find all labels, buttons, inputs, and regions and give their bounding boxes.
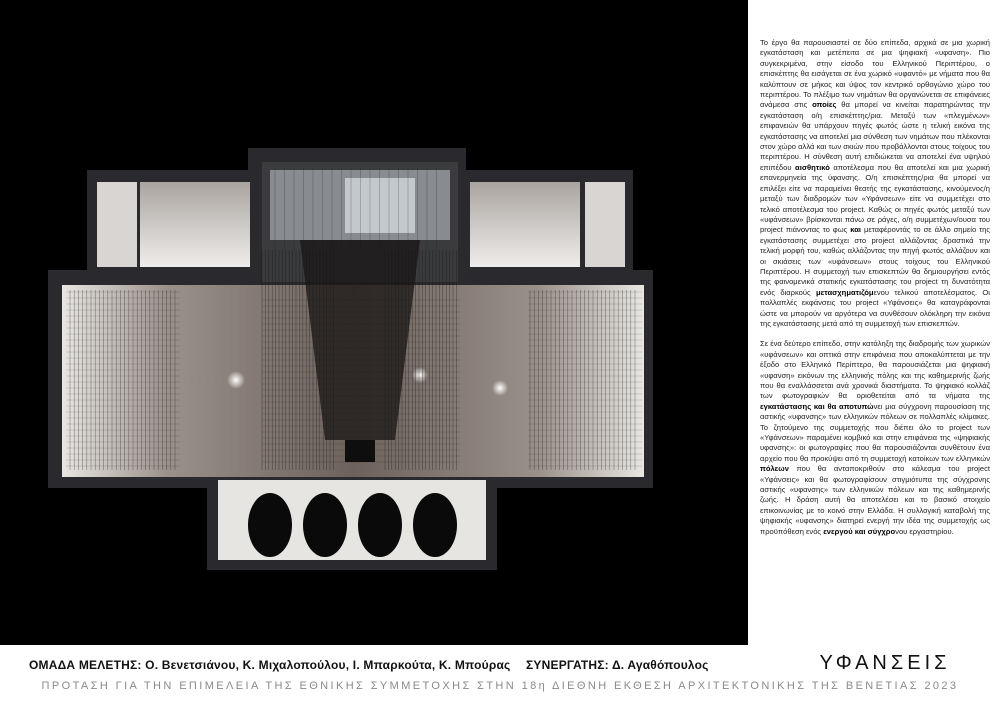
left-small-room [140,182,250,267]
design-team: ΟΜΑΔΑ ΜΕΛΕΤΗΣ: Ο. Βενετσιάνου, Κ. Μιχαλοπούλου, Ι. Μπαρκούτα, Κ. Μπούρας [29,658,511,672]
body-text: θα μπορεί να κινείται παρατηρώντας την εγκατάσταση ο/η επισκέπτης/ρια. Μεταξύ των «πλεγμένων» επιφανειών θα υπάρχουν πηγές φωτός ώστε η τελική εικόνα της εγκατάστασης να αποτελεί μια σύνθεση των νημάτων που πλέκονται στον χώρο αλλά και των σκιών που προβάλλονται στους τοίχους του περιπτέρου. Η σύνθεση αυτή επιδιώκεται να αποτελεί ένα υψηλού επιπέδου [760,100,990,172]
body-text: αποτέλεσμα που θα αποτελεί και μια χωρική επανερμηνεία της ύφανσης. Ο/η επισκέπτης/ρια θα μπορεί να επιλέξει είτε να παραμείνει θεατής της εγκατάστασης, κινούμενος/η μεταξύ των διαδρομών των «Υφάνσεων» είτε να συμμετέχει στο τελικό αποτέλεσμα του project. Καθώς οι πηγές φωτός μεταξύ των «υφάνσεων» βρίσκονται πάνω σε ράγες, ο/η συμμετέχων/ουσα του project πιάνοντας το φως [760,162,990,235]
arch-1 [248,493,292,557]
emphasis-text: αισθητικό [795,162,830,172]
arch-2 [303,493,347,557]
body-text: νου εργαστηρίου. [895,526,954,536]
body-text: Το έργο θα παρουσιαστεί σε δύο επίπεδα, αρχικά σε μια χωρική εγκατάσταση και μετέπειτα σε μια ψηφιακή «υφανση». Πιο συγκεκριμένα, στην είσοδο του Ελληνικού Περιπτέρου, ο επισκέπτης θα εισάγεται σε ένα χωρικό «υφαντό» με νήματα που θα καλύπτουν σε μήκος και ύψος τον κεντρικό ορθογώνιο χώρο του περιπτέρου. Το πλέξιμο των νημάτων θα οργανώνεται σε επιφάνειες ανάμεσα στις [760,38,990,110]
proposal-subtitle: ΠΡΟΤΑΣΗ ΓΙΑ ΤΗΝ ΕΠΙΜΕΛΕΙΑ ΤΗΣ ΕΘΝΙΚΗΣ ΣΥΜΜΕΤΟΧΗΣ ΣΤΗΝ 18η ΔΙΕΘΝΗ ΕΚΘΕΣΗ ΑΡΧΙΤΕΚΤΟΝΙΚΗΣ ΤΗΣ ΒΕΝΕΤΙΑΣ 2023 [41,680,959,692]
right-small-room [470,182,580,267]
emphasis-text: οποίες [812,100,837,110]
emphasis-text: και [850,225,862,235]
description-paragraph-1 [760,38,990,329]
light-source-right [492,380,508,396]
arch-3 [358,493,402,557]
light-source-left [227,371,245,389]
emphasis-text: μετασχηματιζόμ [816,287,874,297]
description-column [760,38,990,638]
body-text: που θα ανταποκριθούν στο κάλεσμα του project «Υφάνσεις» και θα φωτογραφίσουν στιγμιότυπα της σύγχρονης αστικής «υφανσης» των ελληνικών πόλεων και της καθημερινής ζωής. Η δράση αυτή θα αποτελέσει και το βασικό στοιχείο επικοινωνίας με το κοινό στην Ελλάδα. Η συλλογική καταβολή της ψηφιακής «υφανσης» διατηρεί ενεργή την ιδέα της συμμετοχής ως προϋπόθεση ενός [760,464,990,536]
body-text: νει μια σύγχρονη παρουσίαση της αστικής «υφανσης» των ελληνικών πόλεων σε πολλαπλές κλίμακες. Το ζητούμενο της συμμετοχής που διέπει όλο το project των «Υφάνσεων» παραμένει κομβικό και στην επιφάνεια της «ψηφιακής υφανσης»: οι φωτογραφίες που θα παρουσιάζονται συνθέτουν ένα αρχείο που θα προκύψει από τη συμμετοχή κατοίκων των ελληνικών [760,401,990,463]
emphasis-text: ενεργού και σύγχρο [823,526,896,536]
emphasis-text: εγκατάστασης και θα αποτυπώ [760,401,874,411]
entrance-step [345,440,375,462]
skylight-glass [345,178,415,233]
left-room [97,182,137,267]
credits-line [29,658,721,672]
arch-4 [413,493,457,557]
body-text: Σε ένα δεύτερο επίπεδο, στην κατάληξη της διαδρομής των χωρικών «υφάνσεων» και οπτικά στην επιφάνεια που αποκαλύπτεται με την έξοδο στο Ελληνικό Περίπτερο, θα παρουσιάζεται μια ψηφιακή «υφανση» εικόνων της ελληνικής πόλης και της καθημερινής ζωής που θα εναλλάσσεται ανά χρονικά διαστήματα. Το ψηφιακό κολλάζ των φωτογραφιών θα οριοθετείται από τα νήματα της [760,339,990,401]
body-text: ενου τελικού αποτελέσματος. Οι πολλαπλές εκφάνσεις του project «Υφάνσεις» θα καταγράφονται ώστε να μπορούν να αργότερα να συνθέσουν ολόκληρη την εικόνα της εγκατάστασης μετά από τη συμμετοχή των επισκεπτών. [760,287,990,328]
footer [0,645,1000,708]
description-paragraph-2 [760,339,990,537]
collaborator: ΣΥΝΕΡΓΑΤΗΣ: Δ. Αγαθόπουλος [526,658,709,672]
right-room [585,182,625,267]
project-title: ΥΦΑΝΣΕΙΣ [819,652,951,674]
emphasis-text: πόλεων [760,464,789,474]
body-text: μεταφέροντάς το σε άλλο σημείο της εγκατάστασης συμμετέχει στο project αλλάζοντας δραστικά την τελική μορφή του, καθώς αλλάζοντας την πηγή φωτός αλλάζουν και οι σκιάσεις των «υφάνσεων» στους τοίχους του Ελληνικού Περιπτέρου. Η συμμετοχή των επισκεπτών θα δημιουργήσει εντός της φαινομενικά στατικής εγκατάστασης του project τη δυνατότητα ενός διαρκούς [760,225,990,297]
